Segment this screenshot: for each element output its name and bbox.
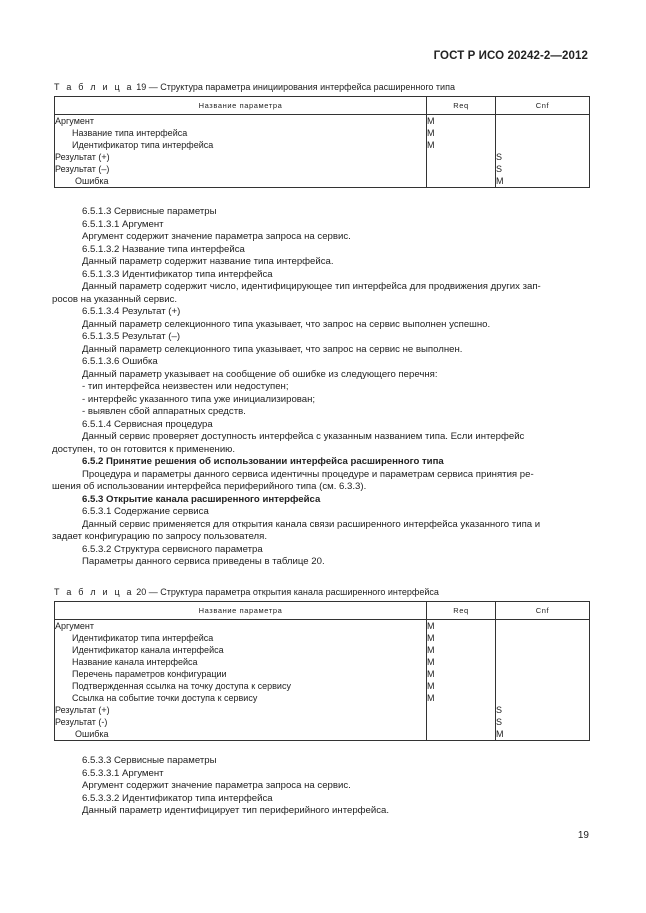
names-cell [55,620,427,741]
cnf-flag [496,127,589,139]
req-flag [427,175,495,187]
param-name: Идентификатор типа интерфейса [72,633,214,643]
cnf-flag [496,668,589,680]
param-name: Ошибка [75,729,109,739]
paragraph-line: Данный параметр содержит название типа интерфейса. [82,256,334,267]
req-flag: M [427,645,435,655]
subsection-heading: 6.5.1.3.3 Идентификатор типа интерфейса [82,268,273,280]
req-flag [427,151,495,163]
subsection-heading: 6.5.3.3.1 Аргумент [82,767,164,779]
req-flag [427,728,495,740]
cnf-flag: M [496,729,504,739]
req-cell [427,115,496,188]
param-name: Аргумент [55,116,94,126]
subsection-heading: 6.5.1.4 Сервисная процедура [82,418,213,430]
req-flag: M [427,128,435,138]
req-flag [427,704,495,716]
param-name: Ссылка на событие точки доступа к сервису [72,693,258,703]
column-header-req: Req [427,97,496,115]
cnf-flag [496,692,589,704]
cnf-flag: S [496,164,503,174]
table-20-caption-text: 20 — Структура параметра открытия канала расширенного интерфейса [136,587,439,597]
param-name: Название типа интерфейса [72,128,188,138]
subsection-heading: 6.5.1.3.5 Результат (–) [82,331,181,342]
req-flag: M [427,681,435,691]
table-20-caption [54,587,439,597]
table-body-row [55,620,590,741]
table-19-caption [54,82,455,92]
column-header-req: Req [427,602,496,620]
column-header-cnf: Cnf [496,97,590,115]
subsection-heading: 6.5.3.3 Сервисные параметры [82,755,217,766]
paragraph-line: Данный сервис применяется для открытия канала связи расширенного интерфейса указанного типа и [82,518,541,530]
cnf-flag [496,680,589,692]
paragraph-line: Данный параметр селекционного типа указывает, что запрос на сервис не выполнен. [82,343,463,355]
paragraph-line: задает конфигурацию по запросу пользователя. [52,531,267,542]
param-name: Результат (-) [55,717,108,727]
cnf-flag [496,115,589,127]
param-name: Результат (–) [55,164,110,174]
paragraph-line: росов на указанный сервис. [52,293,178,305]
column-header-name: Название параметра [55,602,427,620]
paragraph-line: Данный параметр селекционного типа указывает, что запрос на сервис выполнен успешно. [82,318,491,330]
param-name: Результат (+) [55,152,110,162]
table-19-caption-text: 19 — Структура параметра инициирования интерфейса расширенного типа [136,82,455,92]
subsection-heading: 6.5.1.3.4 Результат (+) [82,306,181,317]
cnf-flag [496,644,589,656]
req-flag [427,716,495,728]
cnf-flag: S [496,705,503,715]
paragraph-line: Аргумент содержит значение параметра запроса на сервис. [82,231,351,242]
paragraph-line: Данный параметр указывает на сообщение об ошибке из следующего перечня: [82,368,438,380]
paragraph-line: Аргумент содержит значение параметра запроса на сервис. [82,780,351,791]
table-20-caption-prefix: Т а б л и ц а [54,587,134,597]
table-body-row [55,115,590,188]
list-item: - тип интерфейса неизвестен или недоступен; [82,381,289,392]
table-20 [54,601,590,741]
param-name: Подтвержденная ссылка на точку доступа к сервису [72,681,291,691]
cnf-cell [496,620,590,741]
req-flag: M [427,140,435,150]
subsection-heading: 6.5.3.3.2 Идентификатор типа интерфейса [82,792,273,804]
req-flag: M [427,633,435,643]
paragraph-line: Данный параметр идентифицирует тип периферийного интерфейса. [82,805,390,816]
table-19 [54,96,590,188]
cnf-flag [496,632,589,644]
param-name: Ошибка [75,176,109,186]
paragraph-line: доступен, то он готовится к применению. [52,443,236,455]
param-name: Аргумент [55,621,94,631]
req-flag: M [427,621,435,631]
column-header-name: Название параметра [55,97,427,115]
paragraph-line: шения об использовании интерфейса периферийного типа (см. 6.3.3). [52,481,367,492]
req-flag: M [427,693,435,703]
list-item: - выявлен сбой аппаратных средств. [82,406,246,417]
subsection-heading: 6.5.1.3.1 Аргумент [82,218,164,230]
subsection-heading: 6.5.3.2 Структура сервисного параметра [82,543,263,555]
table-header-row [55,602,590,620]
param-name: Идентификатор типа интерфейса [72,140,214,150]
paragraph-line: Данный параметр содержит число, идентифицирующее тип интерфейса для продвижения других зап- [82,281,541,292]
param-name: Перечень параметров конфигурации [72,669,227,679]
section-6-5-3-3-text [62,755,589,818]
req-flag [427,163,495,175]
section-6-5-1-3-text [52,206,589,569]
req-flag: M [427,116,435,126]
cnf-flag [496,656,589,668]
list-item: - интерфейс указанного типа уже инициализирован; [82,393,316,405]
subsection-heading: 6.5.3.1 Содержание сервиса [82,506,209,517]
cnf-flag: S [496,152,503,162]
paragraph-line: Данный сервис проверяет доступность интерфейса с указанным названием типа. Если интерфейс [82,431,525,442]
section-heading: 6.5.3 Открытие канала расширенного интерфейса [82,493,321,505]
req-cell [427,620,496,741]
req-flag: M [427,669,435,679]
cnf-flag: M [496,176,504,186]
param-name: Результат (+) [55,705,110,715]
cnf-flag: S [496,717,503,727]
page-number: 19 [577,830,589,841]
req-flag: M [427,657,435,667]
subsection-heading: 6.5.1.3.2 Название типа интерфейса [82,243,245,255]
subsection-heading: 6.5.1.3.6 Ошибка [82,356,158,367]
section-heading: 6.5.2 Принятие решения об использовании интерфейса расширенного типа [82,456,444,467]
cnf-cell [496,115,590,188]
subsection-heading: 6.5.1.3 Сервисные параметры [82,206,217,217]
paragraph-line: Процедура и параметры данного сервиса идентичны процедуре и параметрам сервиса принятия ре- [82,468,534,480]
table-19-caption-prefix: Т а б л и ц а [54,82,134,92]
names-cell [55,115,427,188]
table-header-row [55,97,590,115]
column-header-cnf: Cnf [496,602,590,620]
paragraph-line: Параметры данного сервиса приведены в таблице 20. [82,556,325,567]
cnf-flag [496,620,589,632]
param-name: Название канала интерфейса [72,657,198,667]
param-name: Идентификатор канала интерфейса [72,645,224,655]
cnf-flag [496,139,589,151]
document-code-header: ГОСТ Р ИСО 20242-2—2012 [433,50,588,62]
